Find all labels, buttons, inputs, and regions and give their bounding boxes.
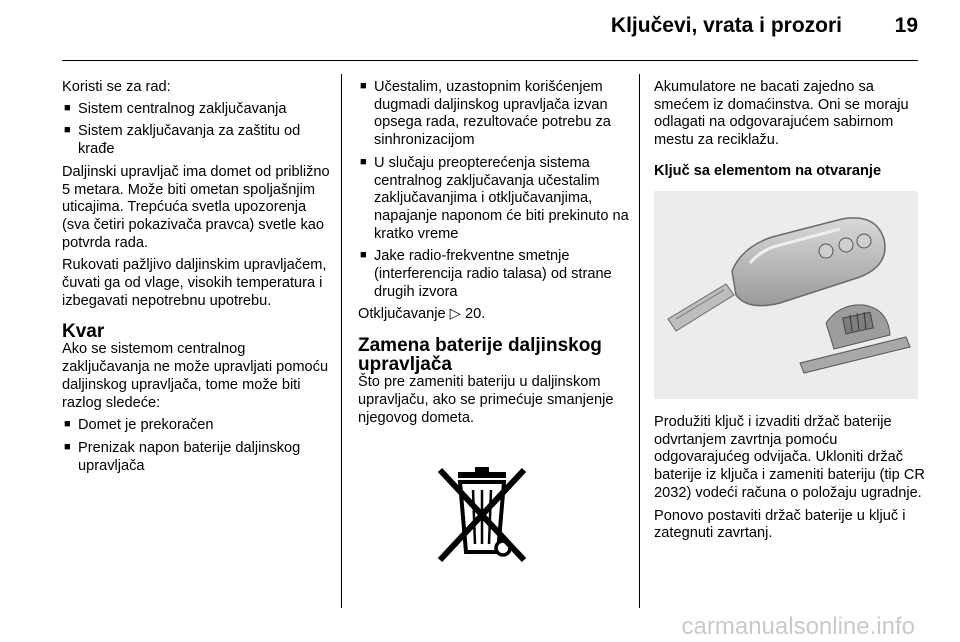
- paragraph-range: Daljinski upravljač ima domet od približno 5 metara. Može biti ometan spoljašnjim uticajima. Trepćuća svetla upozorenja (sva četiri pokazivača pravca) svetle kao potvrda rada.: [62, 163, 330, 251]
- key-illustration: [654, 191, 918, 399]
- column-3: [654, 79, 926, 193]
- list-item: ■ U slučaju preopterećenja sistema centralnog zaključavanja učestalim zaključavanjima i otključavanjima, napajanje naponom će biti prekinuto na kratko vreme: [358, 155, 630, 244]
- list-item: ■ Prenizak napon baterije daljinskog upravljača: [62, 440, 334, 475]
- paragraph-care: Rukovati pažljivo daljinskim upravljačem, čuvati ga od vlage, visokih temperatura i izbegavati nepotrebnu upotrebu.: [62, 257, 327, 309]
- watermark: carmanualsonline.info: [681, 613, 915, 640]
- list-item: ■ Domet je prekoračen: [62, 417, 334, 435]
- column-divider-2: [639, 74, 640, 608]
- paragraph-kvar: Ako se sistemom centralnog zaključavanja ne može upravljati pomoću daljinskog upravljača, tome može biti razlog sledeće:: [62, 341, 329, 411]
- list-item: ■ Učestalim, uzastopnim korišćenjem dugmadi daljinskog upravljača izvan opsega rada, rezultovaće potrebu za sinhronizacijom: [358, 79, 630, 150]
- section-heading-key: Ključ sa elementom na otvaranje: [654, 162, 882, 179]
- section-heading-kvar: Kvar: [62, 321, 105, 343]
- paragraph-battery: Što pre zameniti bateriju u daljinskom upravljaču, ako se primećuje smanjenje njegovog dometa.: [358, 374, 614, 426]
- column-divider-1: [341, 74, 342, 608]
- column-2: [358, 79, 630, 432]
- list-item: ■ Sistem zaključavanja za zaštitu od krađe: [62, 123, 334, 158]
- column-3-lower: [654, 414, 926, 548]
- header-rule: [62, 60, 918, 61]
- crossed-bin-icon: [430, 462, 534, 566]
- paragraph-replace-battery: Produžiti ključ i izvaditi držač baterije odvrtanjem zavrtnja pomoću odgovarajućeg odvijača. Ukloniti držač baterije iz ključa i zameniti bateriju (tip CR 2032) vodeći računa o položaju ugradnje.: [654, 414, 925, 501]
- unlock-reference: [358, 306, 630, 324]
- page-header-title: Ključevi, vrata i prozori: [610, 14, 842, 37]
- paragraph-reassemble: Ponovo postaviti držač baterije u ključ i zategnuti zavrtanj.: [654, 507, 906, 542]
- column-1: [62, 79, 334, 480]
- unlock-reference-text: Otključavanje: [358, 306, 446, 323]
- section-heading-battery: Zamena baterije daljinskog upravljača: [358, 335, 602, 376]
- list-item: ■ Jake radio-frekventne smetnje (interferencija radio talasa) od strane drugih izvora: [358, 248, 630, 301]
- paragraph-disposal: Akumulatore ne bacati zajedno sa smećem iz domaćinstva. Oni se moraju odlagati na odgovarajućem sabirnom mestu za reciklažu.: [654, 79, 909, 149]
- flip-key-icon: [654, 191, 918, 399]
- intro-text: Koristi se za rad:: [62, 79, 171, 95]
- list-item: ■ Sistem centralnog zaključavanja: [62, 101, 334, 119]
- page-ref-icon: ▷: [449, 306, 461, 323]
- unlock-reference-page: 20.: [464, 306, 486, 323]
- page-number: 19: [894, 14, 918, 37]
